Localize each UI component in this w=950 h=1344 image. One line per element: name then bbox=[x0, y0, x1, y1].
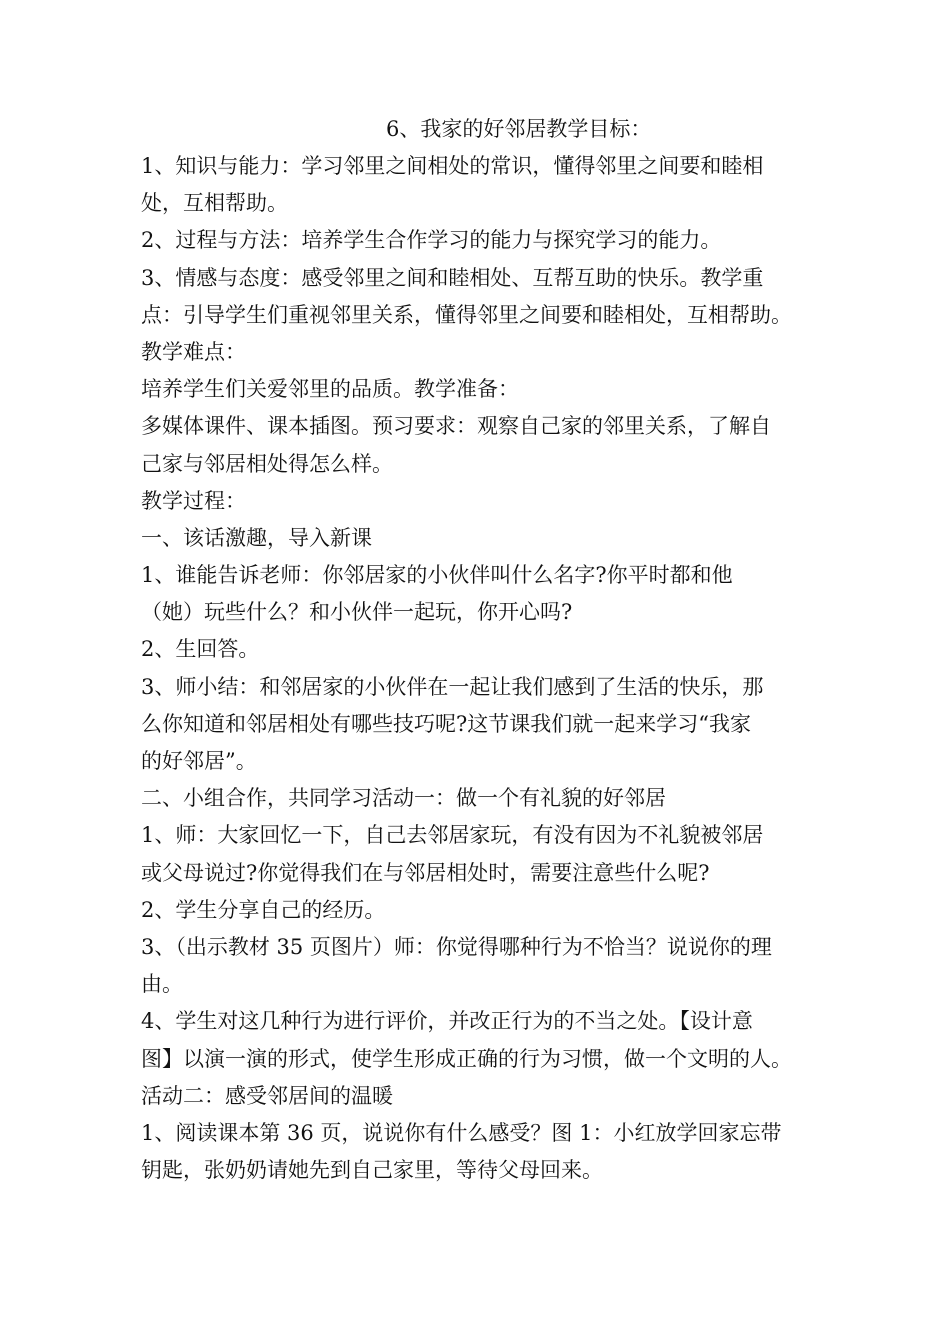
text-line: 3、情感与态度：感受邻里之间和睦相处、互帮互助的快乐。教学重 bbox=[141, 265, 764, 290]
text-line: 图】以演一演的形式，使学生形成正确的行为习惯，做一个文明的人。 bbox=[141, 1046, 792, 1071]
text-line: 么你知道和邻居相处有哪些技巧呢?这节课我们就一起来学习“我家 bbox=[141, 711, 751, 736]
text-line: 教学过程： bbox=[141, 488, 246, 513]
document-body bbox=[141, 148, 831, 1189]
text-line: 处，互相帮助。 bbox=[141, 191, 288, 216]
text-line: 由。 bbox=[141, 972, 183, 997]
text-line: 1、阅读课本第 36 页，说说你有什么感受？图 1：小红放学回家忘带 bbox=[141, 1120, 782, 1145]
document-title: 6、我家的好邻居教学目标： bbox=[386, 117, 652, 141]
text-line: 或父母说过?你觉得我们在与邻居相处时，需要注意些什么呢? bbox=[141, 860, 710, 885]
text-line: 2、过程与方法：培养学生合作学习的能力与探究学习的能力。 bbox=[141, 228, 722, 253]
text-line: 钥匙，张奶奶请她先到自己家里，等待父母回来。 bbox=[141, 1158, 603, 1183]
text-line: 3、师小结：和邻居家的小伙伴在一起让我们感到了生活的快乐，那 bbox=[141, 674, 764, 699]
text-line: （她）玩些什么？和小伙伴一起玩，你开心吗? bbox=[141, 600, 573, 625]
text-line: 二、小组合作，共同学习活动一：做一个有礼貌的好邻居 bbox=[141, 786, 666, 811]
text-line: 活动二：感受邻居间的温暖 bbox=[141, 1083, 393, 1108]
text-line: 多媒体课件、课本插图。预习要求：观察自己家的邻里关系，了解自 bbox=[141, 414, 771, 439]
text-line: 一、该话激趣，导入新课 bbox=[141, 525, 372, 550]
text-line: 教学难点： bbox=[141, 339, 246, 364]
text-line: 1、师：大家回忆一下，自己去邻居家玩，有没有因为不礼貌被邻居 bbox=[141, 823, 764, 848]
text-line: 的好邻居”。 bbox=[141, 749, 257, 773]
text-line: 1、谁能告诉老师：你邻居家的小伙伴叫什么名字?你平时都和他 bbox=[141, 563, 733, 588]
text-line: 3、（出示教材 35 页图片）师：你觉得哪种行为不恰当？说说你的理 bbox=[141, 934, 772, 959]
text-line: 4、学生对这几种行为进行评价，并改正行为的不当之处。【设计意 bbox=[141, 1009, 753, 1034]
text-line: 培养学生们关爱邻里的品质。教学准备： bbox=[141, 377, 519, 402]
text-line: 1、知识与能力：学习邻里之间相处的常识，懂得邻里之间要和睦相 bbox=[141, 154, 764, 178]
text-line: 点：引导学生们重视邻里关系，懂得邻里之间要和睦相处，互相帮助。 bbox=[141, 302, 792, 327]
text-line: 2、学生分享自己的经历。 bbox=[141, 897, 386, 922]
text-line: 2、生回答。 bbox=[141, 637, 260, 662]
text-line: 己家与邻居相处得怎么样。 bbox=[141, 451, 393, 476]
